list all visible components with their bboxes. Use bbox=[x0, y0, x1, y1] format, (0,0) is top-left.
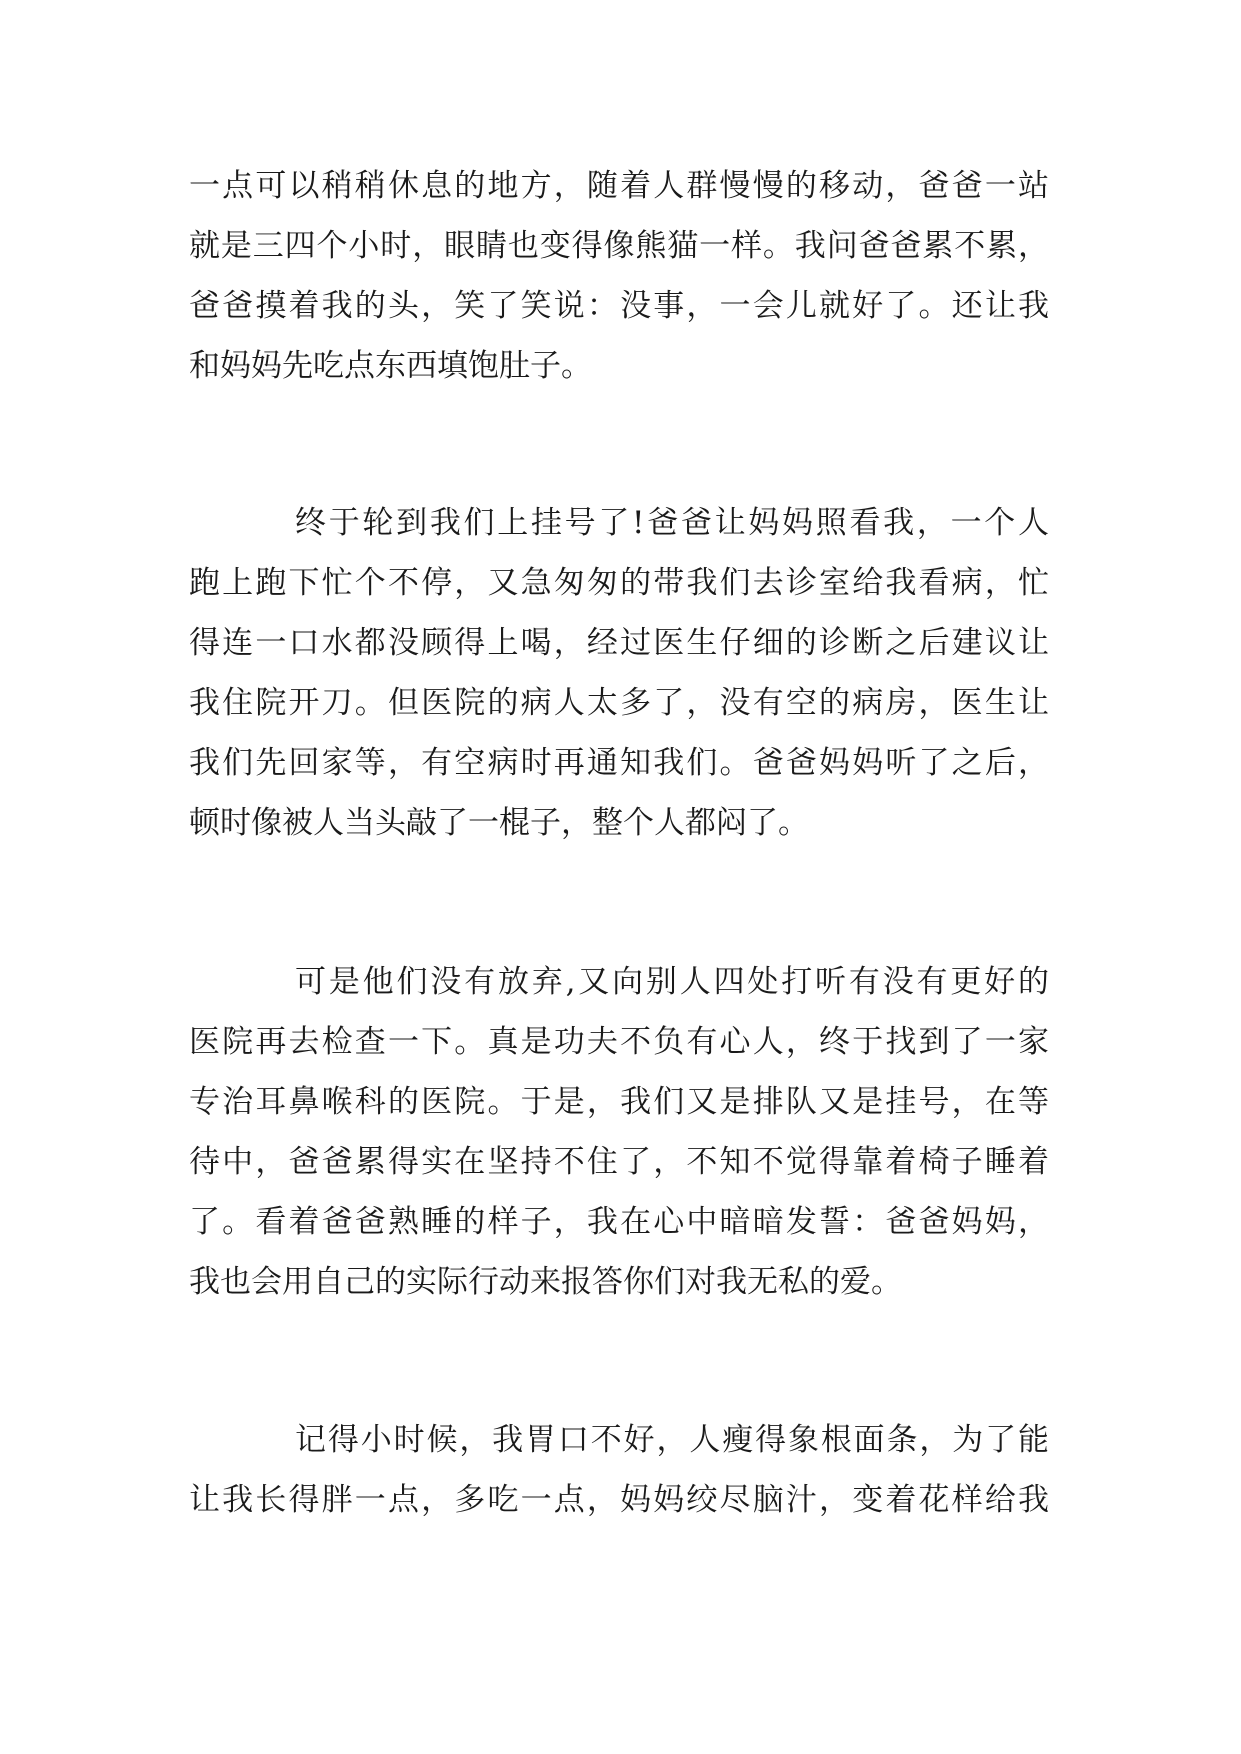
text-line: 让我长得胖一点，多吃一点，妈妈绞尽脑汁，变着花样给我 bbox=[189, 1482, 1049, 1518]
text-line: 我住院开刀。但医院的病人太多了，没有空的病房，医生让 bbox=[189, 685, 1049, 721]
text-line: 可是他们没有放弃,又向别人四处打听有没有更好的 bbox=[295, 964, 1049, 1000]
text-line: 医院再去检查一下。真是功夫不负有心人，终于找到了一家 bbox=[189, 1024, 1049, 1060]
text-line: 待中，爸爸累得实在坚持不住了，不知不觉得靠着椅子睡着 bbox=[189, 1144, 1049, 1180]
text-line: 爸爸摸着我的头，笑了笑说：没事，一会儿就好了。还让我 bbox=[189, 288, 1049, 324]
text-line: 顿时像被人当头敲了一棍子，整个人都闷了。 bbox=[189, 805, 809, 841]
text-line: 一点可以稍稍休息的地方，随着人群慢慢的移动，爸爸一站 bbox=[189, 168, 1049, 204]
text-line: 了。看着爸爸熟睡的样子，我在心中暗暗发誓：爸爸妈妈， bbox=[189, 1204, 1049, 1240]
text-line: 和妈妈先吃点东西填饱肚子。 bbox=[189, 348, 592, 384]
text-line: 我也会用自己的实际行动来报答你们对我无私的爱。 bbox=[189, 1264, 902, 1300]
text-line: 得连一口水都没顾得上喝，经过医生仔细的诊断之后建议让 bbox=[189, 625, 1049, 661]
text-line: 专治耳鼻喉科的医院。于是，我们又是排队又是挂号，在等 bbox=[189, 1084, 1049, 1120]
text-line: 终于轮到我们上挂号了!爸爸让妈妈照看我，一个人 bbox=[295, 505, 1049, 541]
text-line: 记得小时候，我胃口不好，人瘦得象根面条，为了能 bbox=[295, 1422, 1049, 1458]
text-line: 就是三四个小时，眼睛也变得像熊猫一样。我问爸爸累不累， bbox=[189, 228, 1049, 264]
text-line: 我们先回家等，有空病时再通知我们。爸爸妈妈听了之后， bbox=[189, 745, 1049, 781]
text-line: 跑上跑下忙个不停，又急匆匆的带我们去诊室给我看病，忙 bbox=[189, 565, 1049, 601]
